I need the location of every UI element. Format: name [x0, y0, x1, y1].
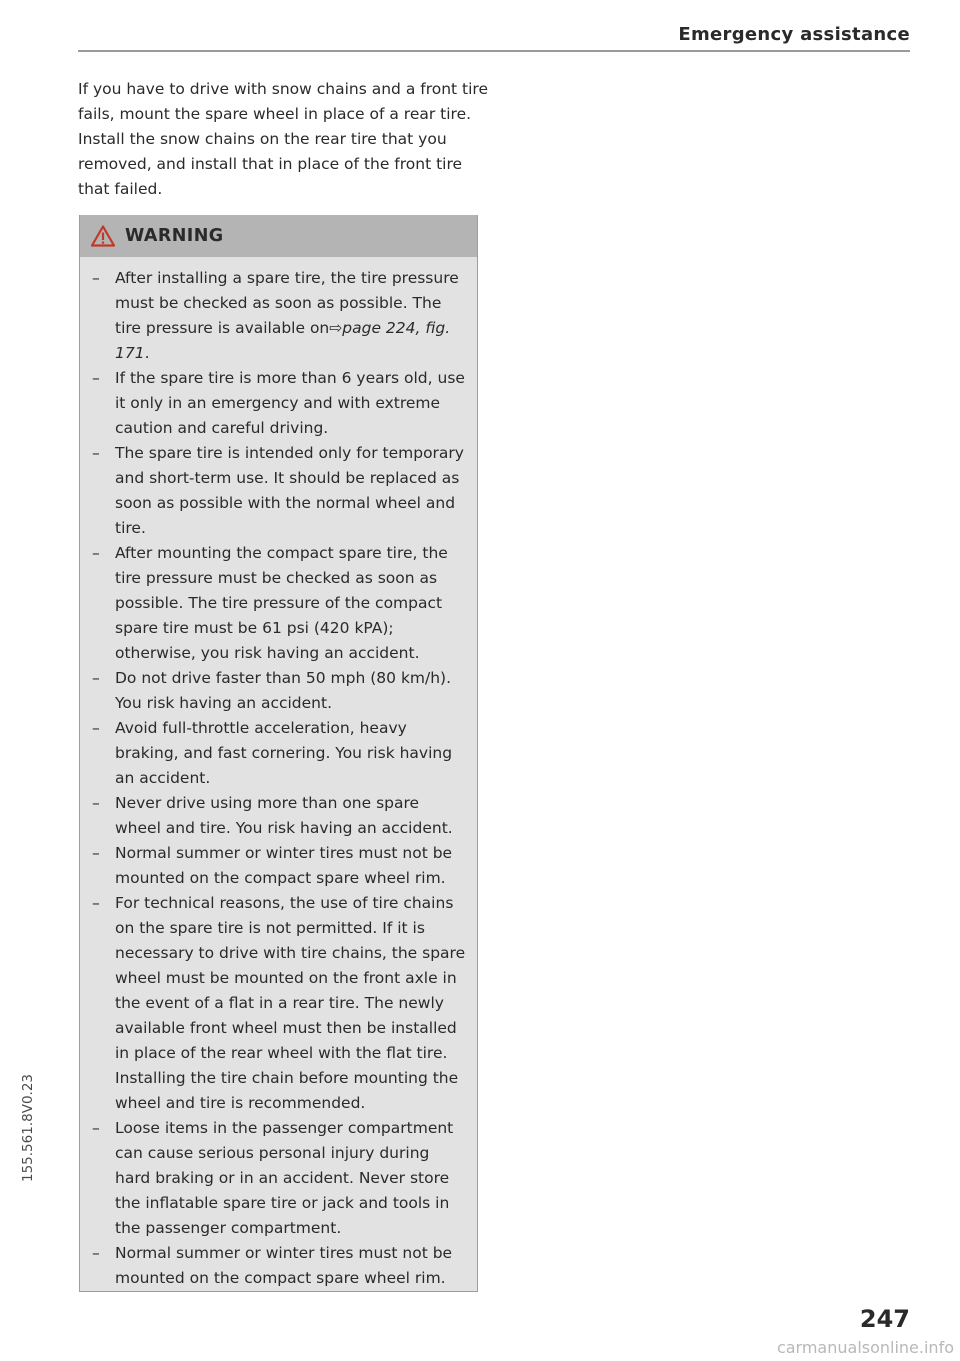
warning-item-text: For technical reasons, the use of tire chains on the spare tire is not permitted. If it is necessary to drive with tire chains, the spare wheel must be mounted on the front axle in the event of a flat in a rear tire. The newly available front wheel must then be installed in place of the rear wheel with the flat tire. Installing the tire chain before mounting the wheel and tire is recommended.	[115, 894, 466, 1112]
warning-item	[92, 366, 467, 441]
warning-box	[79, 215, 478, 1292]
list-dash: –	[92, 544, 100, 562]
list-dash: –	[92, 844, 100, 862]
warning-item-text: Loose items in the passenger compartment can cause serious personal injury during hard braking or in an accident. Never store the inflatable spare tire or jack and tools in the passenger compartment.	[115, 1119, 454, 1237]
list-dash: –	[92, 444, 100, 462]
warning-item	[92, 441, 467, 541]
warning-item-text: Normal summer or winter tires must not be mounted on the compact spare wheel rim.	[115, 1244, 453, 1287]
warning-item-text: If the spare tire is more than 6 years old, use it only in an emergency and with extreme caution and careful driving.	[115, 369, 465, 437]
page-reference-link[interactable]: page 224, fig. 171	[115, 319, 451, 362]
warning-item	[92, 541, 467, 666]
warning-item	[92, 1116, 467, 1241]
page-number: 247	[859, 1305, 910, 1333]
warning-item-text: After installing a spare tire, the tire pressure must be checked as soon as possible. The tire pressure is available on	[115, 269, 459, 337]
list-dash: –	[92, 269, 100, 287]
warning-item	[92, 791, 467, 841]
warning-title: WARNING	[125, 226, 224, 246]
warning-item-text: Normal summer or winter tires must not be mounted on the compact spare wheel rim.	[115, 844, 453, 887]
warning-header	[80, 215, 477, 257]
warning-item-text: Do not drive faster than 50 mph (80 km/h). You risk having an accident.	[115, 669, 452, 712]
warning-item	[92, 266, 467, 366]
warning-item-text: Avoid full-throttle acceleration, heavy braking, and fast cornering. You risk having an accident.	[115, 719, 453, 787]
section-title: Emergency assistance	[678, 24, 910, 45]
intro-paragraph: If you have to drive with snow chains and a front tire fails, mount the spare wheel in place of a rear tire. Install the snow chains on the rear tire that you removed, and install that in place of the front tire that failed.	[78, 80, 489, 198]
document-code: 155.561.8V0.23	[20, 1074, 36, 1182]
warning-list	[80, 257, 477, 1291]
warning-item-text: The spare tire is intended only for temporary and short-term use. It should be replaced as soon as possible with the normal wheel and tire.	[115, 444, 464, 537]
list-dash: –	[92, 669, 100, 687]
page-reference-arrow: ⇨	[329, 319, 343, 337]
list-dash: –	[92, 1244, 100, 1262]
list-dash: –	[92, 719, 100, 737]
warning-triangle-icon	[91, 225, 115, 247]
warning-item	[92, 1241, 467, 1291]
list-dash: –	[92, 894, 100, 912]
warning-item	[92, 716, 467, 791]
watermark: carmanualsonline.info	[776, 1338, 954, 1357]
header-rule	[78, 50, 910, 52]
warning-item	[92, 841, 467, 891]
warning-item	[92, 666, 467, 716]
warning-item-end: .	[144, 344, 150, 362]
list-dash: –	[92, 1119, 100, 1137]
warning-item-text: After mounting the compact spare tire, the tire pressure must be checked as soon as possible. The tire pressure of the compact spare tire must be 61 psi (420 kPA); otherwise, you risk having an accident.	[115, 544, 448, 662]
warning-item	[92, 891, 467, 1116]
list-dash: –	[92, 794, 100, 812]
warning-item-text: Never drive using more than one spare wheel and tire. You risk having an accident.	[115, 794, 453, 837]
list-dash: –	[92, 369, 100, 387]
